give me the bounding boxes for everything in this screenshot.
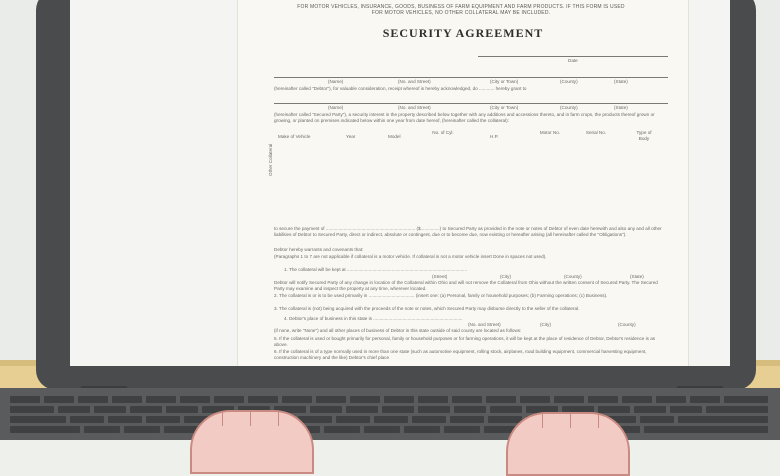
left-hand	[190, 410, 314, 474]
item4-field-street: (No. and Street)	[468, 322, 501, 327]
col-make: Make of Vehicle	[278, 134, 311, 139]
keyboard-key[interactable]	[640, 416, 674, 423]
keyboard-key[interactable]	[316, 396, 346, 403]
keyboard-key[interactable]	[10, 426, 80, 433]
keyboard-key[interactable]	[78, 396, 108, 403]
keyboard-key[interactable]	[214, 396, 244, 403]
keyboard-key[interactable]	[130, 406, 162, 413]
secure-payment-para: to secure the payment of ...................................................................... ($...............) to Secured Party as provided in the note or notes of Debtor of even date herewith and also any and all other liabilities of Debtor to Secured Party, direct or indirect, absolute or contingent, due or to become due, now existing or hereafter arising (all hereinafter called the "Obligations").	[274, 226, 662, 237]
form-header-note: FOR MOTOR VEHICLES, INSURANCE, GOODS, BUSINESS OF FARM EQUIPMENT AND FARM PRODUCTS. IF THIS FORM IS USED FOR MOTOR VEHICLES, NO OTHER COLLATERAL MAY BE INCLUDED.	[297, 4, 625, 16]
keyboard-key[interactable]	[382, 406, 414, 413]
keyboard-key[interactable]	[10, 396, 40, 403]
finger-gap	[542, 414, 543, 428]
keyboard-key[interactable]	[248, 396, 278, 403]
keyboard-key[interactable]	[112, 396, 142, 403]
laptop-screen	[70, 0, 730, 366]
keyboard-key[interactable]	[336, 416, 370, 423]
col-year: Year	[346, 134, 356, 139]
keyboard-key[interactable]	[146, 416, 180, 423]
keyboard-key[interactable]	[452, 396, 482, 403]
other-collateral-label: Other Collateral	[268, 143, 273, 176]
item-1-text: Debtor will notify Secured Party of any change in location of the Collateral within Ohio and will not remove the Collateral from Ohio without the written consent of Secured Party. The Secured Party may examine and inspect the property at any time, wherever located.	[274, 280, 658, 291]
right-hand	[506, 412, 630, 476]
keyboard-key[interactable]	[670, 406, 702, 413]
item1-field-street: (Street)	[432, 274, 448, 279]
keyboard-key[interactable]	[10, 406, 54, 413]
secured-field-name: (Name)	[328, 105, 344, 110]
keyboard-key[interactable]	[706, 406, 768, 413]
keyboard-key[interactable]	[10, 416, 66, 423]
item1-field-state: (State)	[630, 274, 644, 279]
debtor-field-county: (County)	[560, 79, 578, 84]
debtor-field-name: (Name)	[328, 79, 344, 84]
warrant-para: Debtor hereby warrants and covenants that:	[274, 247, 364, 252]
date-label: Date	[568, 58, 578, 63]
keyboard-key[interactable]	[58, 406, 90, 413]
debtor-field-state: (State)	[614, 79, 628, 84]
debtor-line[interactable]	[274, 77, 668, 78]
keyboard-key[interactable]	[490, 406, 522, 413]
item1-field-city: (City)	[500, 274, 511, 279]
keyboard-key[interactable]	[374, 416, 408, 423]
col-serial: Serial No.	[585, 130, 607, 135]
keyboard-key[interactable]	[598, 406, 630, 413]
secured-field-street: (No. and Street)	[398, 105, 431, 110]
col-hp: H.P.	[490, 134, 499, 139]
keyboard-key[interactable]	[588, 396, 618, 403]
finger-gap	[570, 414, 571, 428]
secured-field-state: (State)	[614, 105, 628, 110]
item1-field-county: (County)	[564, 274, 582, 279]
debtor-field-city: (City or Town)	[490, 79, 519, 84]
item-5: 5. If the collateral is used or bought primarily for personal, family or household purposes or for farming operations, it will be kept at the place of residence of Debtor, Debtor's residence is as above.	[274, 336, 656, 347]
item-4-text: (if none, write "None") and all other places of business of Debtor in this state outside of said county are located as follows:	[274, 328, 522, 333]
keyboard-key[interactable]	[384, 396, 414, 403]
secured-field-county: (County)	[560, 105, 578, 110]
keyboard-key[interactable]	[108, 416, 142, 423]
keyboard-key[interactable]	[364, 426, 400, 433]
keyboard-key[interactable]	[644, 426, 768, 433]
keyboard-key[interactable]	[418, 396, 448, 403]
item4-field-county: (County)	[618, 322, 636, 327]
document-title: SECURITY AGREEMENT	[382, 26, 544, 40]
col-cyl: No. of Cyl.	[432, 130, 454, 135]
keyboard-key[interactable]	[124, 426, 160, 433]
paragraphs-note: (Paragraphs 1 to 7 are not applicable if collateral is a motor vehicle. If collateral is not a motor vehicle insert Done in spaces not used).	[274, 254, 547, 259]
keyboard-key[interactable]	[166, 406, 198, 413]
secured-party-line[interactable]	[274, 103, 668, 104]
item-3: 3. The collateral is (not) being acquired with the proceeds of the note or notes, which Secured Party may disburse directly to the seller of the collateral.	[274, 306, 580, 311]
keyboard-key[interactable]	[634, 406, 666, 413]
keyboard-key[interactable]	[180, 396, 210, 403]
security-agreement-document	[238, 0, 688, 366]
keyboard-key[interactable]	[404, 426, 440, 433]
secured-field-city: (City or Town)	[490, 105, 519, 110]
keyboard-key[interactable]	[520, 396, 550, 403]
item-1: 1. The collateral will be kept at ..............................................................................................	[284, 267, 467, 272]
keyboard-key[interactable]	[350, 396, 380, 403]
keyboard-key[interactable]	[486, 396, 516, 403]
keyboard-key[interactable]	[70, 416, 104, 423]
finger-gap	[222, 412, 223, 426]
keyboard-key[interactable]	[656, 396, 686, 403]
keyboard-key[interactable]	[146, 396, 176, 403]
item-6: 6. If the collateral is of a type normally used in more than one state (such as automotive equipment, rolling stock, airplanes, road building equipment, commercial harvesting equipment, construction machinery and the like) Debtor's chief place	[274, 349, 647, 360]
keyboard-key[interactable]	[444, 426, 480, 433]
keyboard-key[interactable]	[724, 396, 768, 403]
keyboard-key[interactable]	[94, 406, 126, 413]
keyboard-key[interactable]	[324, 426, 360, 433]
debtor-field-street: (No. and Street)	[398, 79, 431, 84]
date-line	[478, 56, 668, 57]
keyboard-key[interactable]	[454, 406, 486, 413]
secured-party-clause: (hereinafter called "Secured Party"), a security interest in the property described below together with any additions and accessions thereto, and in farm crops, the products thereof grown or growing, or planted on premises indicated below within one year from date hereof, (hereinafter called the collateral):	[274, 112, 655, 123]
keyboard-key[interactable]	[488, 416, 522, 423]
keyboard-key[interactable]	[44, 396, 74, 403]
finger-gap	[250, 412, 251, 426]
finger-gap	[598, 414, 599, 428]
keyboard[interactable]	[10, 396, 770, 440]
keyboard-key[interactable]	[622, 396, 652, 403]
keyboard-key[interactable]	[690, 396, 720, 403]
keyboard-key[interactable]	[678, 416, 768, 423]
keyboard-key[interactable]	[282, 396, 312, 403]
col-body: Type of Body	[636, 130, 652, 141]
keyboard-key[interactable]	[412, 416, 446, 423]
col-model: Model	[388, 134, 401, 139]
item4-field-city: (City)	[540, 322, 551, 327]
keyboard-key[interactable]	[84, 426, 120, 433]
finger-gap	[278, 412, 279, 426]
item-4: 4. Debtor's place of business in this state is ......................................................................	[284, 316, 463, 321]
keyboard-key[interactable]	[310, 406, 342, 413]
keyboard-key[interactable]	[346, 406, 378, 413]
col-motor: Motor No.	[539, 130, 561, 135]
debtor-clause: (hereinafter called "Debtor"), for valuable consideration, receipt whereof is hereby acknowledged, do ............ hereby grant to	[274, 86, 527, 91]
item-2: 2. The collateral is or is to be used primarily in .................................... (insert one: (a) Personal, family or household purposes; (b) Farming operations; (c) Business).	[274, 293, 608, 298]
keyboard-key[interactable]	[450, 416, 484, 423]
keyboard-key[interactable]	[418, 406, 450, 413]
keyboard-key[interactable]	[554, 396, 584, 403]
